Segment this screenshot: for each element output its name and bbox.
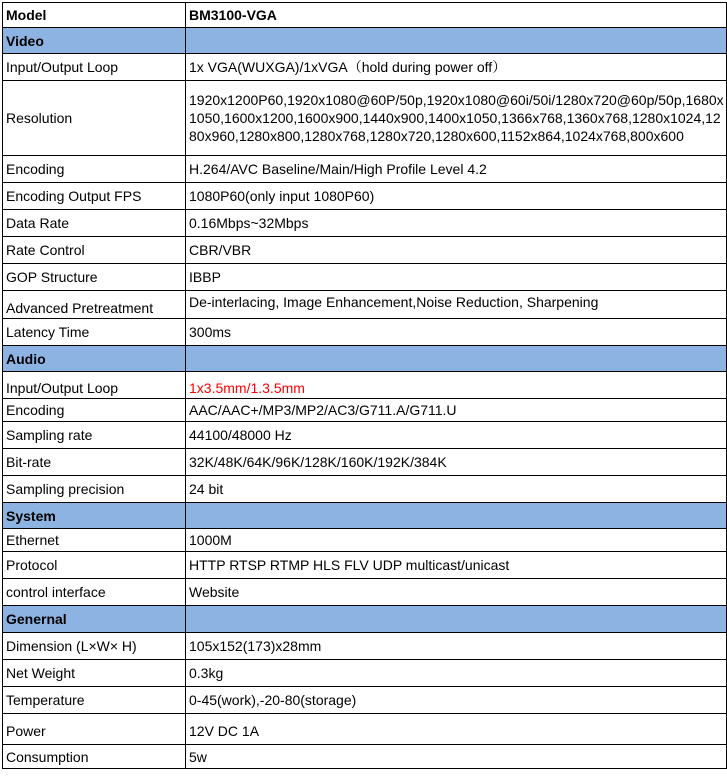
table-row [3,372,727,399]
section-header-video [3,28,727,54]
row-label: Input/Output Loop [3,372,186,399]
row-label: Sampling rate [3,422,186,449]
row-value: 32K/48K/64K/96K/128K/160K/192K/384K [186,449,727,476]
section-header-general [3,606,727,633]
row-label: Data Rate [3,210,186,237]
row-value: 300ms [186,319,727,346]
row-value: 0-45(work),-20-80(storage) [186,687,727,714]
table-row [3,449,727,476]
row-value: 105x152(173)x28mm [186,633,727,660]
row-value: De-interlacing, Image Enhancement,Noise Reduction, Sharpening [186,291,727,319]
row-value: 0.3kg [186,660,727,687]
row-value: 1920x1200P60,1920x1080@60P/50p,1920x1080@60i/50i/1280x720@60p/50p,1680x1050,1600x1200,1600x900,1440x900,1400x1050,1366x768,1360x768,1280x1024,1280x960,1280x800,1280x768,1280x720,1280x600,1152x864,1024x768,800x600 [186,81,727,156]
model-label: Model [3,3,186,28]
row-value: AAC/AAC+/MP3/MP2/AC3/G711.A/G711.U [186,399,727,422]
table-row [3,237,727,264]
section-header-system [3,503,727,529]
section-title: Genernal [3,606,186,633]
section-header-audio [3,346,727,372]
row-label: Encoding [3,399,186,422]
table-row [3,183,727,210]
section-title: Video [3,28,186,54]
row-label: Net Weight [3,660,186,687]
row-label: Sampling precision [3,476,186,503]
table-row [3,687,727,714]
row-value: 1080P60(only input 1080P60) [186,183,727,210]
row-label: Advanced Pretreatment [3,291,186,319]
table-row [3,81,727,156]
table-row [3,529,727,552]
row-label: Encoding Output FPS [3,183,186,210]
table-row [3,633,727,660]
table-row [3,291,727,319]
row-label: Rate Control [3,237,186,264]
table-row [3,319,727,346]
spec-table [2,2,727,769]
row-label: Resolution [3,81,186,156]
table-row [3,54,727,81]
table-row [3,476,727,503]
table-row [3,264,727,291]
row-value: 5w [186,745,727,769]
table-row [3,552,727,579]
table-row [3,399,727,422]
model-value: BM3100-VGA [186,3,727,28]
row-label: Bit-rate [3,449,186,476]
row-value: Website [186,579,727,606]
row-label: GOP Structure [3,264,186,291]
row-value: 1x3.5mm/1.3.5mm [186,372,727,399]
table-row [3,745,727,769]
row-value: HTTP RTSP RTMP HLS FLV UDP multicast/unicast [186,552,727,579]
row-value: 0.16Mbps~32Mbps [186,210,727,237]
row-label: Protocol [3,552,186,579]
row-value: H.264/AVC Baseline/Main/High Profile Level 4.2 [186,156,727,183]
table-row [3,422,727,449]
row-label: Input/Output Loop [3,54,186,81]
table-row [3,210,727,237]
row-value: 1x VGA(WUXGA)/1xVGA（hold during power off） [186,54,727,81]
row-label: Power [3,714,186,745]
row-value: 12V DC 1A [186,714,727,745]
table-row [3,579,727,606]
row-label: Temperature [3,687,186,714]
row-value: 1000M [186,529,727,552]
table-row [3,714,727,745]
table-row [3,156,727,183]
row-label: Dimension (L×W× H) [3,633,186,660]
model-row [3,3,727,28]
section-title: Audio [3,346,186,372]
row-label: Encoding [3,156,186,183]
row-label: Latency Time [3,319,186,346]
row-label: Consumption [3,745,186,769]
row-value: CBR/VBR [186,237,727,264]
row-label: control interface [3,579,186,606]
section-title: System [3,503,186,529]
row-label: Ethernet [3,529,186,552]
row-value: 24 bit [186,476,727,503]
row-value: IBBP [186,264,727,291]
row-value: 44100/48000 Hz [186,422,727,449]
table-row [3,660,727,687]
